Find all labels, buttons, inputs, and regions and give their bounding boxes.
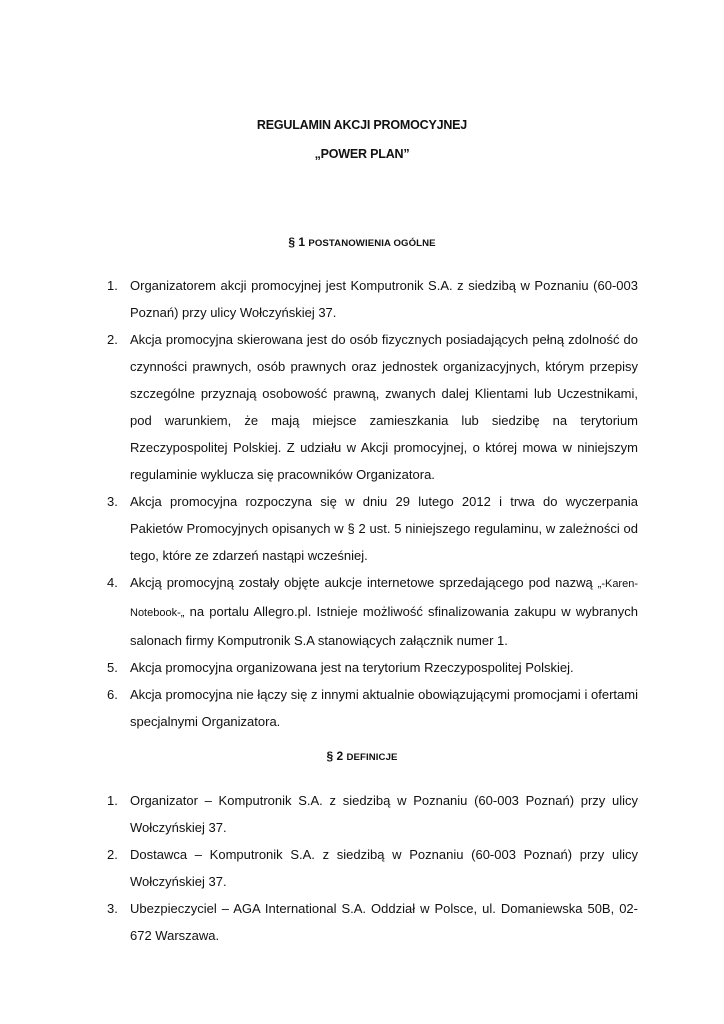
section-1-title: POSTANOWIENIA OGÓLNE [308,238,436,249]
item-text: Akcja promocyjna organizowana jest na terytorium Rzeczypospolitej Polskiej. [130,660,574,675]
item-text [130,569,638,654]
document-title-line1: REGULAMIN AKCJI PROMOCYJNEJ [256,118,468,132]
seller-name: „-Karen-Notebook-„ [130,578,638,619]
list-item [0,569,638,654]
item-number: 5. [107,660,118,675]
item-number: 1. [107,278,118,293]
item-text: Dostawca – Komputronik S.A. z siedzibą w Poznaniu (60-003 Poznań) przy ulicy Wołczyńskiej 37. [130,847,638,889]
item-text: Organizator – Komputronik S.A. z siedzibą w Poznaniu (60-003 Poznań) przy ulicy Wołczyńskiej 37. [130,793,638,835]
item-number: 3. [107,901,118,916]
document-title-line2: „POWER PLAN” [314,147,410,161]
item-number: 6. [107,687,118,702]
section-1-heading [0,235,724,249]
section-2-list [0,787,638,949]
section-1-list [0,272,638,735]
item-number: 1. [107,793,118,808]
item-text: Akcja promocyjna nie łączy się z innymi aktualnie obowiązującymi promocjami i ofertami specjalnymi Organizatora. [130,687,638,729]
item-text: Ubezpieczyciel – AGA International S.A. Oddział w Polsce, ul. Domaniewska 50B, 02-672 Warszawa. [130,901,638,943]
list-item [0,787,638,841]
item-text-after: na portalu Allegro.pl. Istnieje możliwość sfinalizowania zakupu w wybranych salonach firmy Komputronik S.A stanowiących załącznik numer 1. [130,604,638,648]
list-item [0,681,638,735]
section-2-title: DEFINICJE [346,752,398,763]
item-number: 3. [107,494,118,509]
list-item [0,488,638,569]
list-item [0,654,638,681]
item-number: 2. [107,332,118,347]
item-number: 4. [107,575,118,590]
item-text: Organizatorem akcji promocyjnej jest Komputronik S.A. z siedzibą w Poznaniu (60-003 Poznań) przy ulicy Wołczyńskiej 37. [130,278,638,320]
section-2-number: § 2 [326,749,347,763]
section-2-heading [0,749,724,763]
item-text: Akcja promocyjna rozpoczyna się w dniu 29 lutego 2012 i trwa do wyczerpania Pakietów Promocyjnych opisanych w § 2 ust. 5 niniejszego regulaminu, w zależności od tego, które ze zdarzeń nastąpi wcześniej. [130,494,638,563]
section-1-number: § 1 [288,235,309,249]
item-text: Akcja promocyjna skierowana jest do osób fizycznych posiadających pełną zdolność do czynności prawnych, osób prawnych oraz jednostek organizacyjnych, którym przepisy szczególne przyznają osobowość prawną, zwanych dalej Klientami lub Uczestnikami, pod warunkiem, że mają miejsce zamieszkania lub siedzibę na terytorium Rzeczypospolitej Polskiej. Z udziału w Akcji promocyjnej, o której mowa w niniejszym regulaminie wyklucza się pracowników Organizatora. [130,332,638,482]
list-item [0,895,638,949]
list-item [0,326,638,488]
item-text-before: Akcją promocyjną zostały objęte aukcje internetowe sprzedającego pod nazwą [130,575,598,590]
list-item [0,841,638,895]
list-item [0,272,638,326]
item-number: 2. [107,847,118,862]
